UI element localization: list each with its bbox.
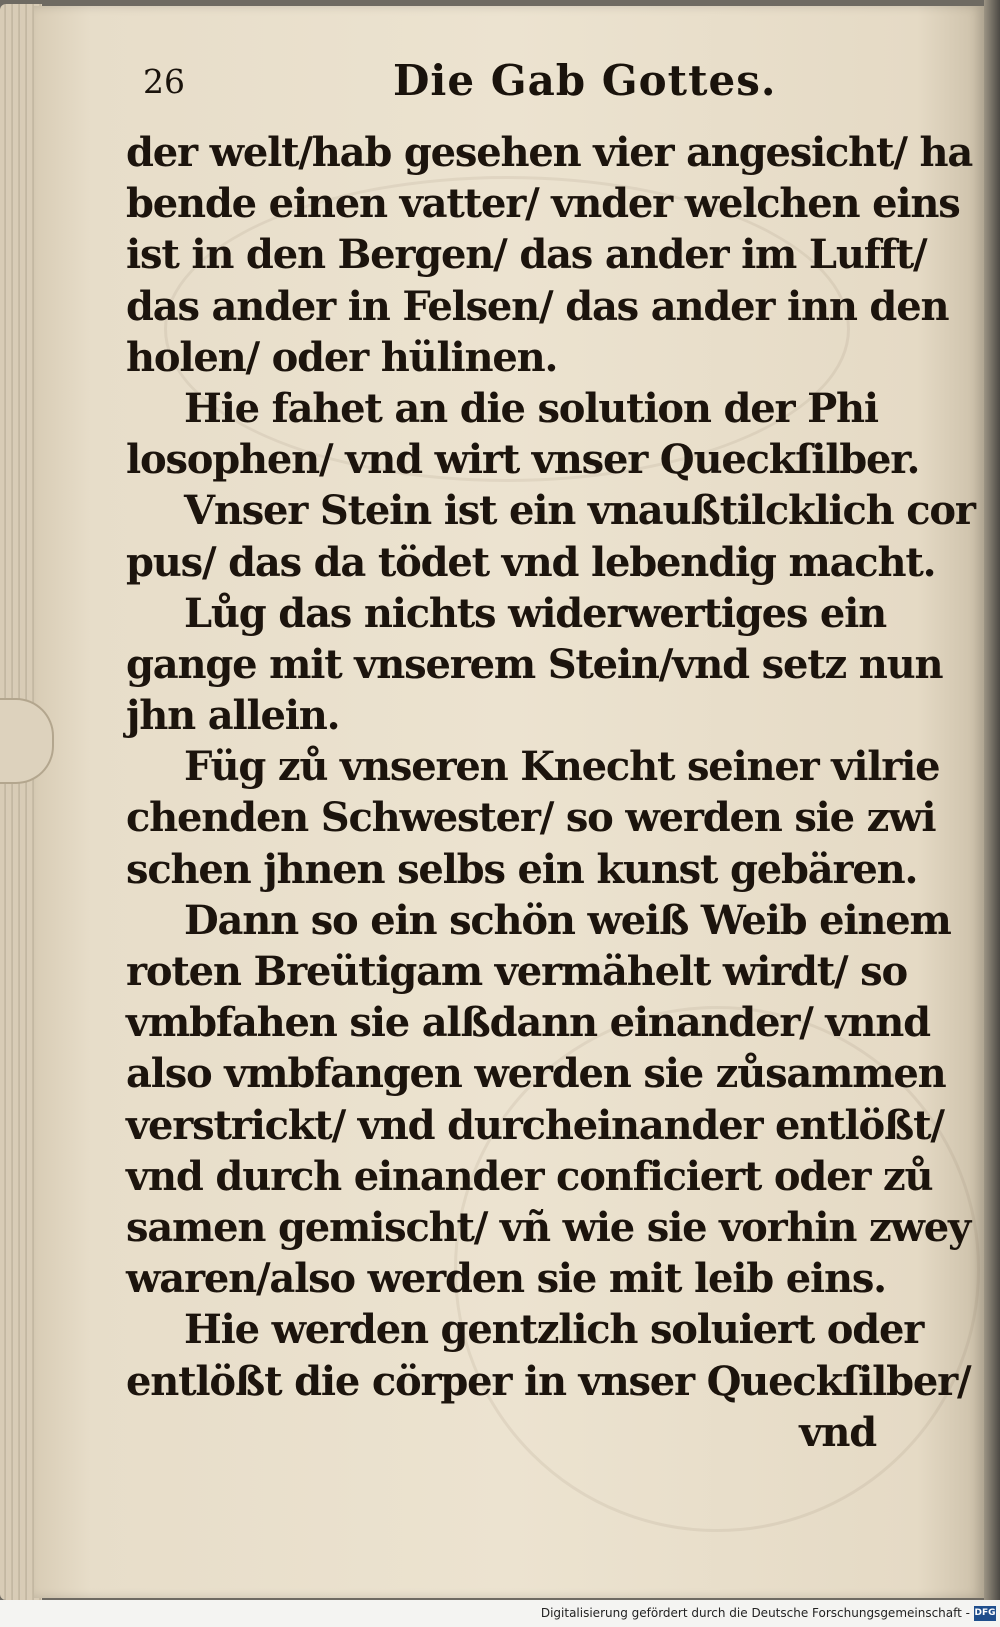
text-line: bende einen vatter/ vnder welchen eins xyxy=(126,180,960,228)
text-line: Hie werden gentzlich soluiert oder xyxy=(184,1306,924,1354)
page-number: 26 xyxy=(143,62,185,101)
running-title: Die Gab Gottes. xyxy=(393,56,777,105)
text-line: vmbfahen sie alßdann einander/ vnnd xyxy=(126,999,930,1047)
text-line: das ander in Felsen/ das ander inn den xyxy=(126,282,949,330)
text-line: roten Breütigam vermähelt wirdt/ so xyxy=(126,948,907,995)
text-line: gange mit vnserem Stein/vnd setz nun xyxy=(126,640,943,688)
text-line: vnd durch einander conficiert oder zů xyxy=(126,1152,933,1200)
text-line: chenden Schwester/ so werden sie zwi xyxy=(126,794,936,842)
text-line: schen jhnen selbs ein kunst gebären. xyxy=(126,845,918,893)
book-spine xyxy=(984,0,1000,1600)
page-header xyxy=(143,56,963,116)
catchword: vnd xyxy=(799,1408,876,1456)
text-line: der welt/hab gesehen vier angesicht/ ha xyxy=(126,129,973,176)
text-line: Hie fahet an die solution der Phi xyxy=(184,384,878,432)
text-line: also vmbfangen werden sie zůsammen xyxy=(126,1050,946,1098)
text-line: ist in den Bergen/ das ander im Lufft/ xyxy=(126,231,927,279)
text-line: samen gemischt/ vñ wie sie vorhin zwey xyxy=(126,1203,970,1251)
text-line: verstrickt/ vnd durcheinander entlößt/ xyxy=(126,1101,944,1149)
funding-credit: Digitalisierung gefördert durch die Deutsche Forschungsgemeinschaft - xyxy=(540,1606,970,1620)
dfg-logo: DFG xyxy=(974,1606,996,1621)
footer-bar xyxy=(0,1600,1000,1627)
text-line: Dann so ein schön weiß Weib einem xyxy=(184,896,951,944)
text-line: Füg zů vnseren Knecht seiner vilrie xyxy=(184,743,940,791)
text-line: pus/ das da tödet vnd lebendig macht. xyxy=(126,538,936,586)
text-line: waren/also werden sie mit leib eins. xyxy=(126,1255,886,1303)
text-line: Lůg das nichts widerwertiges ein xyxy=(184,589,887,637)
text-line: losophen/ vnd wirt vnser Queckſilber. xyxy=(126,436,920,484)
text-line: Vnser Stein ist ein vnaußtilcklich cor xyxy=(184,487,975,535)
text-line: entlößt die cörper in vnser Queckſilber/ xyxy=(126,1357,971,1405)
text-block xyxy=(126,127,975,1458)
text-line: jhn allein. xyxy=(126,692,340,740)
text-line: holen/ oder hülinen. xyxy=(126,333,558,381)
